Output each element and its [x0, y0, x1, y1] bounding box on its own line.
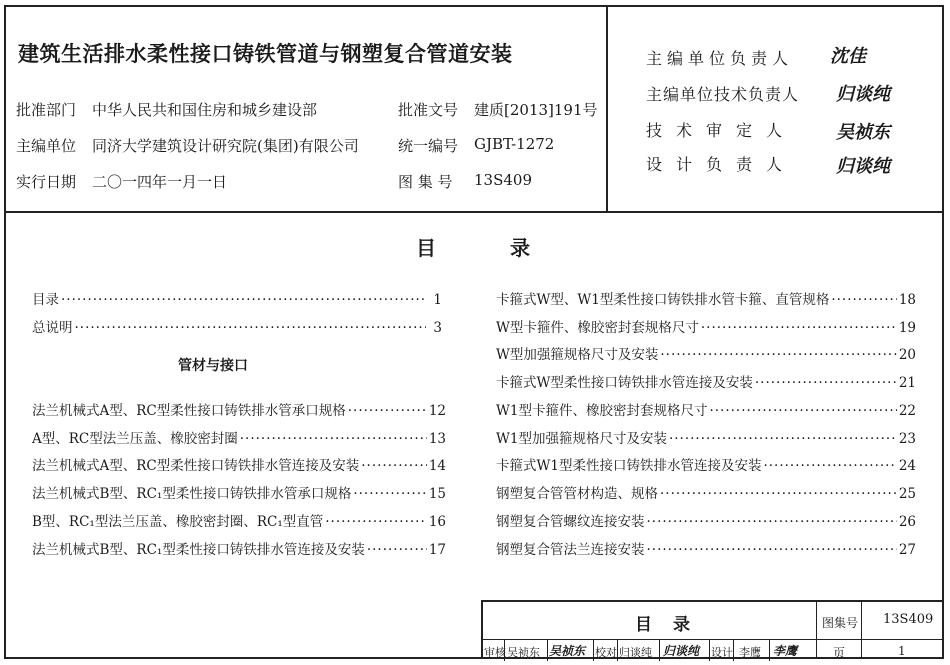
- toc-entry-page: 27: [898, 542, 916, 558]
- toc-row[interactable]: [32, 538, 446, 558]
- tb-line: [593, 639, 594, 661]
- leader-dots: [348, 403, 427, 419]
- toc-entry-text: 卡箍式W型柔性接口铸铁排水管连接及安装: [496, 375, 753, 391]
- approval-dept: 中华人民共和国住房和城乡建设部: [92, 101, 318, 119]
- leader-dots: [367, 542, 427, 558]
- tb-line: [709, 639, 710, 661]
- toc-entry-page: 12: [428, 403, 446, 419]
- leader-dots: [763, 458, 896, 474]
- tb-atlas-label: 图集号: [822, 616, 859, 630]
- tb-line: [769, 639, 770, 661]
- toc-entry-page: 19: [898, 320, 916, 336]
- toc-title-char-2: 录: [510, 236, 530, 260]
- toc-entry-page: 21: [898, 375, 916, 391]
- toc-entry-text: B型、RC₁型法兰压盖、橡胶密封圈、RC₁型直管: [32, 514, 324, 530]
- toc-entry-page: 24: [898, 458, 916, 474]
- leader-dots: [669, 431, 897, 447]
- toc-row[interactable]: [496, 316, 916, 336]
- toc-entry-page: 22: [898, 403, 916, 419]
- resp-signature-1: 沈佳: [830, 46, 866, 67]
- leader-dots: [647, 542, 897, 558]
- tb-checker-signature: 归谈纯: [663, 644, 700, 658]
- tb-atlas-no: 13S409: [883, 612, 934, 627]
- editor-unit-label: 主编单位: [16, 137, 77, 155]
- toc-entry-text: 目录: [32, 292, 59, 308]
- toc-row[interactable]: [496, 288, 916, 308]
- effective-label: 实行日期: [16, 173, 77, 191]
- toc-row[interactable]: [32, 510, 446, 530]
- toc-row[interactable]: [32, 288, 442, 308]
- editor-unit: 同济大学建筑设计研究院(集团)有限公司: [92, 137, 359, 155]
- header-divider: [4, 211, 944, 213]
- toc-entry-page: 20: [898, 347, 916, 363]
- tb-checker: 归谈纯: [619, 646, 652, 659]
- tb-line: [547, 639, 548, 661]
- toc-entry-text: 钢塑复合管法兰连接安装: [496, 542, 645, 558]
- toc-row[interactable]: [496, 427, 916, 447]
- toc-entry-text: 卡箍式W型、W1型柔性接口铸铁排水管卡箍、直管规格: [496, 292, 830, 308]
- toc-entry-text: 法兰机械式A型、RC型柔性接口铸铁排水管连接及安装: [32, 458, 360, 474]
- resp-signature-3: 吴祯东: [836, 122, 890, 143]
- tb-designer: 李鹰: [739, 646, 761, 659]
- approval-doc-label: 批准文号: [398, 101, 459, 119]
- toc-entry-text: W型加强箍规格尺寸及安装: [496, 347, 659, 363]
- toc-entry-page: 16: [428, 514, 446, 530]
- toc-row[interactable]: [32, 427, 446, 447]
- toc-entry-text: 总说明: [32, 320, 73, 336]
- toc-entry-page: 14: [428, 458, 446, 474]
- toc-row[interactable]: [496, 510, 916, 530]
- resp-role-3: 技术审定人: [646, 121, 797, 140]
- toc-entry-text: A型、RC型法兰压盖、橡胶密封圈: [32, 431, 238, 447]
- tb-line: [617, 639, 618, 661]
- leader-dots: [325, 514, 427, 530]
- toc-title-char-1: 目: [416, 236, 436, 260]
- toc-entry-text: 钢塑复合管管材构造、规格: [496, 486, 658, 502]
- toc-row[interactable]: [496, 454, 916, 474]
- resp-role-4: 设计负责人: [646, 155, 797, 174]
- tb-reviewer-signature: 吴祯东: [549, 644, 586, 658]
- tb-name-char-1: 目: [635, 615, 652, 635]
- unified-no: GJBT-1272: [474, 135, 555, 153]
- unified-no-label: 统一编号: [398, 137, 459, 155]
- toc-entry-text: W1型加强箍规格尺寸及安装: [496, 431, 667, 447]
- tb-line: [861, 602, 862, 659]
- toc-row[interactable]: [32, 454, 446, 474]
- toc-row[interactable]: [496, 482, 916, 502]
- toc-entry-page: 18: [898, 292, 916, 308]
- leader-dots: [61, 292, 426, 308]
- tb-check-label: 校对: [595, 646, 617, 659]
- leader-dots: [831, 292, 896, 308]
- toc-row[interactable]: [32, 399, 446, 419]
- toc-entry-page: 23: [898, 431, 916, 447]
- toc-row[interactable]: [32, 482, 446, 502]
- resp-role-2: 主编单位技术负责人: [646, 85, 800, 104]
- tb-line: [733, 639, 734, 661]
- leader-dots: [75, 320, 427, 336]
- approval-doc: 建质[2013]191号: [474, 101, 598, 119]
- tb-design-label: 设计: [711, 646, 733, 659]
- atlas-title: 建筑生活排水柔性接口铸铁管道与钢塑复合管道安装: [18, 41, 513, 66]
- toc-entry-page: 26: [898, 514, 916, 530]
- toc-entry-page: 3: [433, 320, 442, 336]
- toc-entry-text: 法兰机械式A型、RC型柔性接口铸铁排水管承口规格: [32, 403, 346, 419]
- leader-dots: [660, 347, 896, 363]
- toc-entry-text: 钢塑复合管螺纹连接安装: [496, 514, 645, 530]
- resp-signature-4: 归谈纯: [836, 156, 890, 177]
- toc-entry-page: 13: [428, 431, 446, 447]
- atlas-no: 13S409: [474, 171, 532, 189]
- tb-designer-signature: 李鹰: [773, 644, 798, 658]
- atlas-no-label: 图 集 号: [398, 173, 453, 191]
- toc-entry-text: 法兰机械式B型、RC₁型柔性接口铸铁排水管承口规格: [32, 486, 352, 502]
- toc-entry-text: 法兰机械式B型、RC₁型柔性接口铸铁排水管连接及安装: [32, 542, 365, 558]
- title-block: [481, 600, 944, 659]
- toc-entry-page: 25: [898, 486, 916, 502]
- leader-dots: [755, 375, 897, 391]
- header-divider-vertical: [606, 5, 608, 212]
- leader-dots: [709, 403, 896, 419]
- toc-entry-page: 1: [433, 292, 442, 308]
- toc-row[interactable]: [496, 371, 916, 391]
- toc-entry-text: W1型卡箍件、橡胶密封套规格尺寸: [496, 403, 708, 419]
- toc-row[interactable]: [32, 316, 442, 336]
- tb-reviewer: 吴祯东: [507, 646, 540, 659]
- toc-row[interactable]: [496, 399, 916, 419]
- tb-page-label: 页: [833, 646, 846, 660]
- resp-role-1: 主编单位负责人: [646, 49, 794, 68]
- tb-name-char-2: 录: [673, 615, 690, 635]
- leader-dots: [660, 486, 897, 502]
- title-block-divider: [483, 639, 944, 640]
- toc-row[interactable]: [496, 538, 916, 558]
- toc-entry-page: 15: [428, 486, 446, 502]
- leader-dots: [701, 320, 897, 336]
- effective-date: 二〇一四年一月一日: [92, 173, 228, 191]
- leader-dots: [240, 431, 427, 447]
- toc-entry-text: W型卡箍件、橡胶密封套规格尺寸: [496, 320, 699, 336]
- toc-entry-text: 卡箍式W1型柔性接口铸铁排水管连接及安装: [496, 458, 762, 474]
- tb-line: [816, 602, 817, 659]
- tb-line: [659, 639, 660, 661]
- leader-dots: [353, 486, 426, 502]
- toc-row[interactable]: [496, 343, 916, 363]
- leader-dots: [361, 458, 427, 474]
- toc-entry-page: 17: [428, 542, 446, 558]
- resp-signature-2: 归谈纯: [836, 84, 890, 105]
- approval-dept-label: 批准部门: [16, 101, 77, 119]
- tb-page-no: 1: [898, 644, 906, 658]
- tb-review-label: 审核: [484, 646, 506, 659]
- section-heading: 管材与接口: [178, 358, 248, 374]
- leader-dots: [647, 514, 897, 530]
